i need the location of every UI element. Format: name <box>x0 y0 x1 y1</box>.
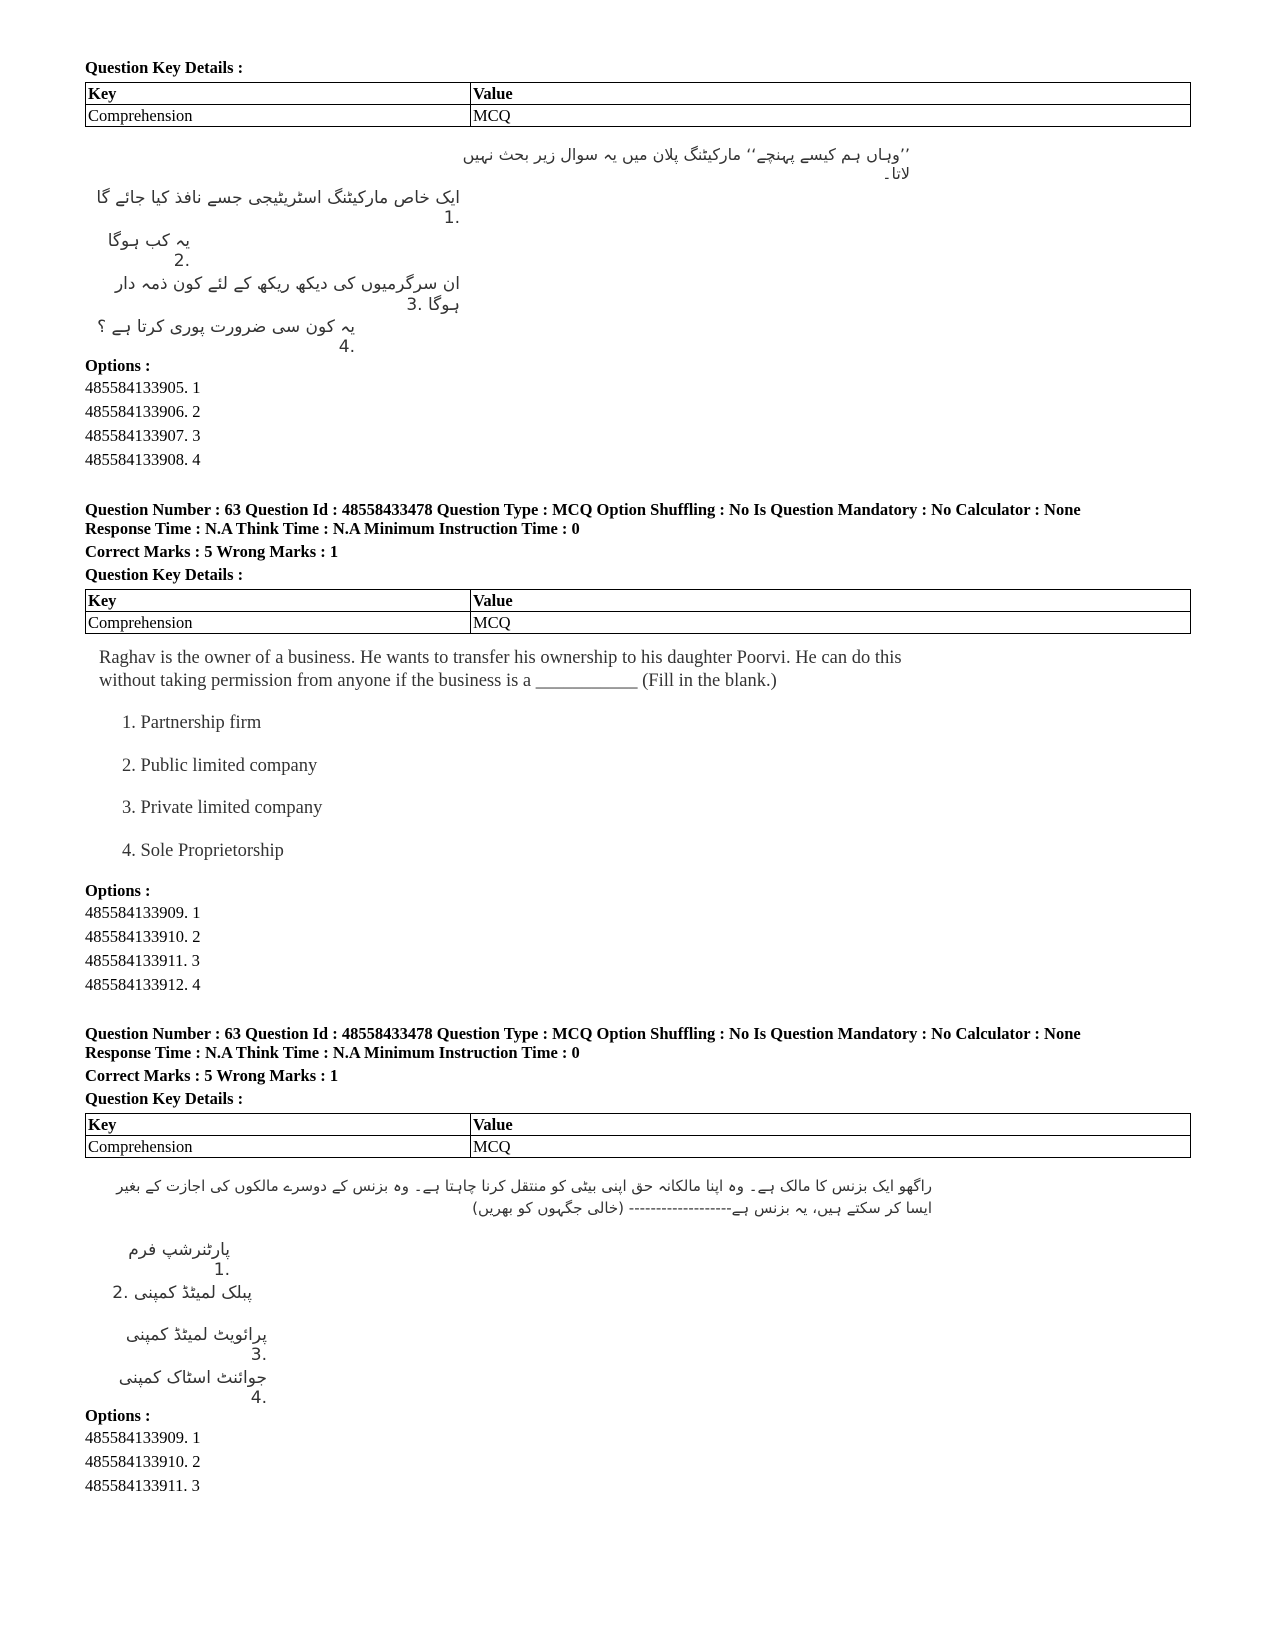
question-text: ’’وہاں ہم کیسے پہنچے‘‘ مارکیٹنگ پلان میں یہ سوال زیر بحث نہیں لاتا۔ <box>462 145 910 183</box>
options-label: Options : <box>85 356 151 375</box>
option-item: 485584133911. 3 <box>85 1476 200 1495</box>
option-item: 485584133905. 1 <box>85 378 201 397</box>
table-header-value: Value <box>471 590 1191 612</box>
table-cell-key: Comprehension <box>86 105 471 127</box>
option-item: 485584133906. 2 <box>85 402 201 421</box>
key-details-label: Question Key Details : <box>85 58 244 77</box>
choice-1: ایک خاص مارکیٹنگ اسٹریٹیجی جسے نافذ کیا جائے گا .1 <box>96 188 460 228</box>
question-meta: Question Number : 63 Question Id : 48558433478 Question Type : MCQ Option Shuffling : No Is Question Mandatory : No Calculator : None <box>85 1024 1081 1043</box>
table-cell-key: Comprehension <box>86 1136 471 1158</box>
choice-4: جوائنٹ اسٹاک کمپنی .4 <box>118 1368 267 1408</box>
options-list <box>85 1426 201 1498</box>
choice-1: پارٹنرشپ فرم .1 <box>128 1240 230 1280</box>
key-details-table <box>85 589 1191 634</box>
table-cell-value: MCQ <box>471 612 1191 634</box>
key-details-label: Question Key Details : <box>85 1089 244 1108</box>
table-cell-value: MCQ <box>471 105 1191 127</box>
question-text-line-2: ایسا کر سکتے ہیں، یہ بزنس ہے------------------- (خالی جگہوں کو بھریں) <box>472 1199 932 1217</box>
choice-2: یہ کب ہوگا .2 <box>107 231 190 271</box>
table-header-value: Value <box>471 1114 1191 1136</box>
table-header-key: Key <box>86 83 471 105</box>
table-header-value: Value <box>471 83 1191 105</box>
choice-3: پرائویٹ لمیٹڈ کمپنی .3 <box>125 1325 267 1365</box>
table-cell-key: Comprehension <box>86 612 471 634</box>
table-cell-value: MCQ <box>471 1136 1191 1158</box>
choice-2: پبلک لمیٹڈ کمپنی .2 <box>112 1283 252 1303</box>
marks-line: Correct Marks : 5 Wrong Marks : 1 <box>85 1066 339 1085</box>
option-item: 485584133910. 2 <box>85 1452 201 1471</box>
options-label: Options : <box>85 1406 151 1425</box>
option-item: 485584133907. 3 <box>85 426 201 445</box>
options-list <box>85 901 201 997</box>
choice-4: یہ کون سی ضرورت پوری کرتا ہے ؟ .4 <box>97 317 355 357</box>
options-label: Options : <box>85 881 151 900</box>
option-item: 485584133910. 2 <box>85 927 201 946</box>
option-item: 485584133909. 1 <box>85 1428 201 1447</box>
choice-1: 1. Partnership firm <box>122 713 262 733</box>
choice-3: 3. Private limited company <box>122 798 323 818</box>
choice-4: 4. Sole Proprietorship <box>122 841 284 861</box>
choice-3: ان سرگرمیوں کی دیکھ ریکھ کے لئے کون ذمہ دار ہوگا .3 <box>114 274 460 315</box>
question-text-line-2: without taking permission from anyone if the business is a ___________ (Fill in the blank.) <box>99 671 777 691</box>
option-item: 485584133911. 3 <box>85 951 200 970</box>
question-text-line-1: راگھو ایک بزنس کا مالک ہے۔ وہ اپنا مالکانہ حق اپنی بیٹی کو منتقل کرنا چاہتا ہے۔ وہ بزنس کے دوسرے مالکوں کی اجازت کے بغیر <box>116 1177 932 1195</box>
option-item: 485584133912. 4 <box>85 975 201 994</box>
question-text-line-1: Raghav is the owner of a business. He wants to transfer his ownership to his daughter Poorvi. He can do this <box>99 648 902 668</box>
option-item: 485584133908. 4 <box>85 450 201 469</box>
option-item: 485584133909. 1 <box>85 903 201 922</box>
choice-2: 2. Public limited company <box>122 756 318 776</box>
question-meta-times: Response Time : N.A Think Time : N.A Minimum Instruction Time : 0 <box>85 1043 580 1062</box>
question-meta-times: Response Time : N.A Think Time : N.A Minimum Instruction Time : 0 <box>85 519 580 538</box>
key-details-table <box>85 82 1191 127</box>
options-list <box>85 376 201 472</box>
question-meta: Question Number : 63 Question Id : 48558433478 Question Type : MCQ Option Shuffling : No Is Question Mandatory : No Calculator : None <box>85 500 1081 519</box>
marks-line: Correct Marks : 5 Wrong Marks : 1 <box>85 542 339 561</box>
table-header-key: Key <box>86 590 471 612</box>
table-header-key: Key <box>86 1114 471 1136</box>
key-details-table <box>85 1113 1191 1158</box>
key-details-label: Question Key Details : <box>85 565 244 584</box>
